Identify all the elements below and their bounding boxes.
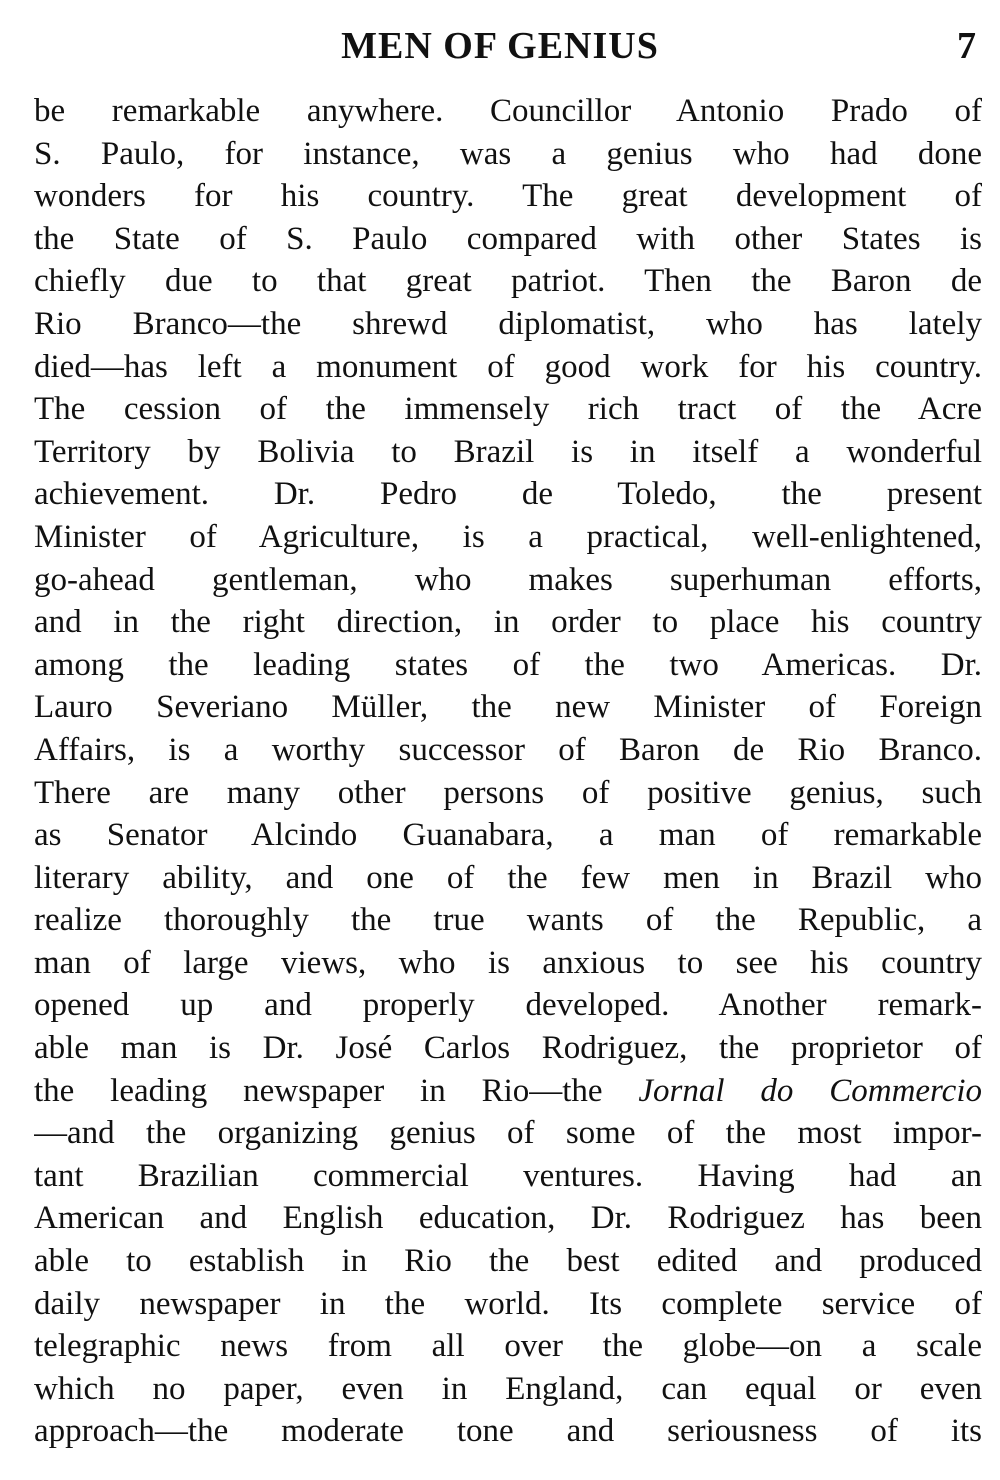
- text-line: which no paper, even in England, can equal or even: [34, 1370, 982, 1407]
- text-line: —and the organizing genius of some of the most impor-: [34, 1115, 982, 1152]
- text-line: go-ahead gentleman, who makes superhuman efforts,: [34, 561, 982, 598]
- text-line: chiefly due to that great patriot. Then the Baron de: [34, 263, 982, 300]
- text-line: man of large views, who is anxious to see his country: [34, 944, 982, 981]
- text-line: and in the right direction, in order to place his country: [34, 604, 982, 641]
- text-line: Minister of Agriculture, is a practical, well-enlightened,: [34, 518, 982, 555]
- text-line: able to establish in Rio the best edited and produced: [34, 1243, 982, 1280]
- text-line-with-italic: [34, 1070, 982, 1113]
- text-line: approach—the moderate tone and seriousness of its: [34, 1413, 982, 1450]
- running-head: [0, 24, 1000, 74]
- text-line: There are many other persons of positive genius, such: [34, 774, 982, 811]
- text-line: able man is Dr. José Carlos Rodriguez, the proprietor of: [34, 1030, 982, 1067]
- newspaper-title-italic: Jornal do Commercio: [638, 1072, 982, 1109]
- page-number: 7: [957, 25, 976, 67]
- text-line-prefix: the leading newspaper in Rio—the: [34, 1072, 603, 1109]
- text-line: among the leading states of the two Americas. Dr.: [34, 646, 982, 683]
- text-line: as Senator Alcindo Guanabara, a man of remarkable: [34, 817, 982, 854]
- text-line: be remarkable anywhere. Councillor Antonio Prado of: [34, 93, 982, 129]
- text-line: the State of S. Paulo compared with other States is: [34, 220, 982, 257]
- text-line: Affairs, is a worthy successor of Baron de Rio Branco.: [34, 731, 982, 768]
- text-line: realize thoroughly the true wants of the Republic, a: [34, 902, 982, 939]
- text-line: wonders for his country. The great development of: [34, 178, 982, 215]
- text-line: literary ability, and one of the few men in Brazil who: [34, 859, 982, 896]
- running-title: MEN OF GENIUS: [341, 25, 659, 67]
- text-line: daily newspaper in the world. Its complete service of: [34, 1285, 982, 1322]
- text-line: American and English education, Dr. Rodriguez has been: [34, 1200, 982, 1237]
- text-line: opened up and properly developed. Another remark-: [34, 987, 982, 1024]
- text-line: died—has left a monument of good work for his country.: [34, 348, 982, 385]
- text-line: S. Paulo, for instance, was a genius who had done: [34, 135, 982, 172]
- text-line: tant Brazilian commercial ventures. Having had an: [34, 1157, 982, 1194]
- text-line: Lauro Severiano Müller, the new Minister of Foreign: [34, 689, 982, 726]
- text-line: The cession of the immensely rich tract of the Acre: [34, 391, 982, 428]
- text-line: achievement. Dr. Pedro de Toledo, the present: [34, 476, 982, 513]
- text-line: Rio Branco—the shrewd diplomatist, who has lately: [34, 305, 982, 342]
- body-text: [34, 90, 982, 1453]
- text-line: Territory by Bolivia to Brazil is in itself a wonderful: [34, 433, 982, 470]
- text-line: telegraphic news from all over the globe—on a scale: [34, 1328, 982, 1365]
